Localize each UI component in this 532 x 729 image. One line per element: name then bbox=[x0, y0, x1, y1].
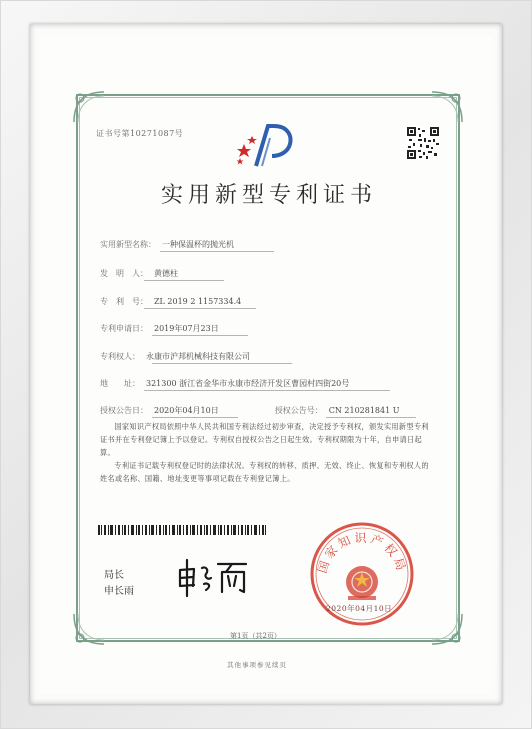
field-label: 专利权人： bbox=[100, 352, 140, 361]
certificate-number: 证书号第10271087号 bbox=[96, 129, 184, 138]
field-label: 发 明 人： bbox=[100, 269, 148, 278]
underline bbox=[144, 280, 224, 281]
page-number: 第1页（共2页） bbox=[230, 632, 281, 640]
underline bbox=[152, 363, 292, 364]
field-value: 一种保温杯的抛光机 bbox=[162, 240, 234, 249]
grant-statement-paragraph: 国家知识产权局依照中华人民共和国专利法经过初步审查，决定授予专利权，颁发实用新型专利证书并在专利登记簿上予以登记。专利权自授权公告之日起生效。专利权期限为十年，自申请日起算。 bbox=[100, 422, 429, 457]
seal-text: 国家知识产权局 bbox=[314, 531, 410, 575]
field-grant-date bbox=[100, 405, 399, 416]
underline bbox=[152, 335, 248, 336]
director-title: 局长 bbox=[104, 570, 124, 581]
field-label: 授权公告日： bbox=[100, 406, 148, 415]
field-patentee bbox=[100, 351, 250, 362]
handwritten-signature-icon bbox=[176, 556, 252, 600]
corner-ornament-bottom-right bbox=[428, 610, 466, 648]
field-value: ZL 2019 2 1157334.4 bbox=[154, 297, 242, 306]
field-value: 321300 浙江省金华市永康市经济开发区曹园村四街20号 bbox=[146, 379, 350, 388]
field-utility-model-name bbox=[100, 239, 234, 250]
field-value: 黄德柱 bbox=[154, 269, 178, 278]
underline bbox=[160, 251, 274, 252]
corner-ornament-top-right bbox=[428, 88, 466, 126]
field-address bbox=[100, 378, 349, 389]
field-label: 专 利 号： bbox=[100, 297, 148, 306]
corner-ornament-bottom-left bbox=[70, 610, 108, 648]
footer-note: 其他事项参见续页 bbox=[227, 661, 287, 669]
field-label: 专利申请日： bbox=[100, 324, 148, 333]
field-value: CN 210281841 U bbox=[328, 406, 400, 415]
underline bbox=[144, 390, 390, 391]
barcode-icon bbox=[98, 525, 266, 535]
field-label: 实用新型名称： bbox=[100, 240, 156, 249]
underline bbox=[326, 417, 416, 418]
field-value: 2019年07月23日 bbox=[154, 324, 219, 333]
field-value: 2020年04月10日 bbox=[154, 406, 219, 415]
director-name: 申长雨 bbox=[104, 586, 134, 597]
field-patent-number bbox=[100, 296, 241, 307]
patent-office-logo-icon bbox=[234, 122, 296, 170]
qr-code-icon bbox=[406, 126, 440, 160]
field-label: 地 址： bbox=[100, 379, 140, 388]
seal-date: 2020年04月10日 bbox=[326, 604, 393, 613]
field-value: 永康市沪邦机械科技有限公司 bbox=[146, 352, 250, 361]
underline bbox=[152, 417, 238, 418]
certificate-title: 实用新型专利证书 bbox=[160, 183, 377, 208]
field-filing-date bbox=[100, 323, 219, 334]
field-label: 授权公告号： bbox=[274, 406, 323, 415]
field-inventor bbox=[100, 268, 178, 279]
underline bbox=[144, 308, 256, 309]
legal-status-paragraph: 专利证书记载专利权登记时的法律状况。专利权的转移、质押、无效、终止、恢复和专利权人的姓名或名称、国籍、地址变更等事项记载在专利登记簿上。 bbox=[100, 461, 429, 483]
corner-ornament-top-left bbox=[70, 88, 108, 126]
